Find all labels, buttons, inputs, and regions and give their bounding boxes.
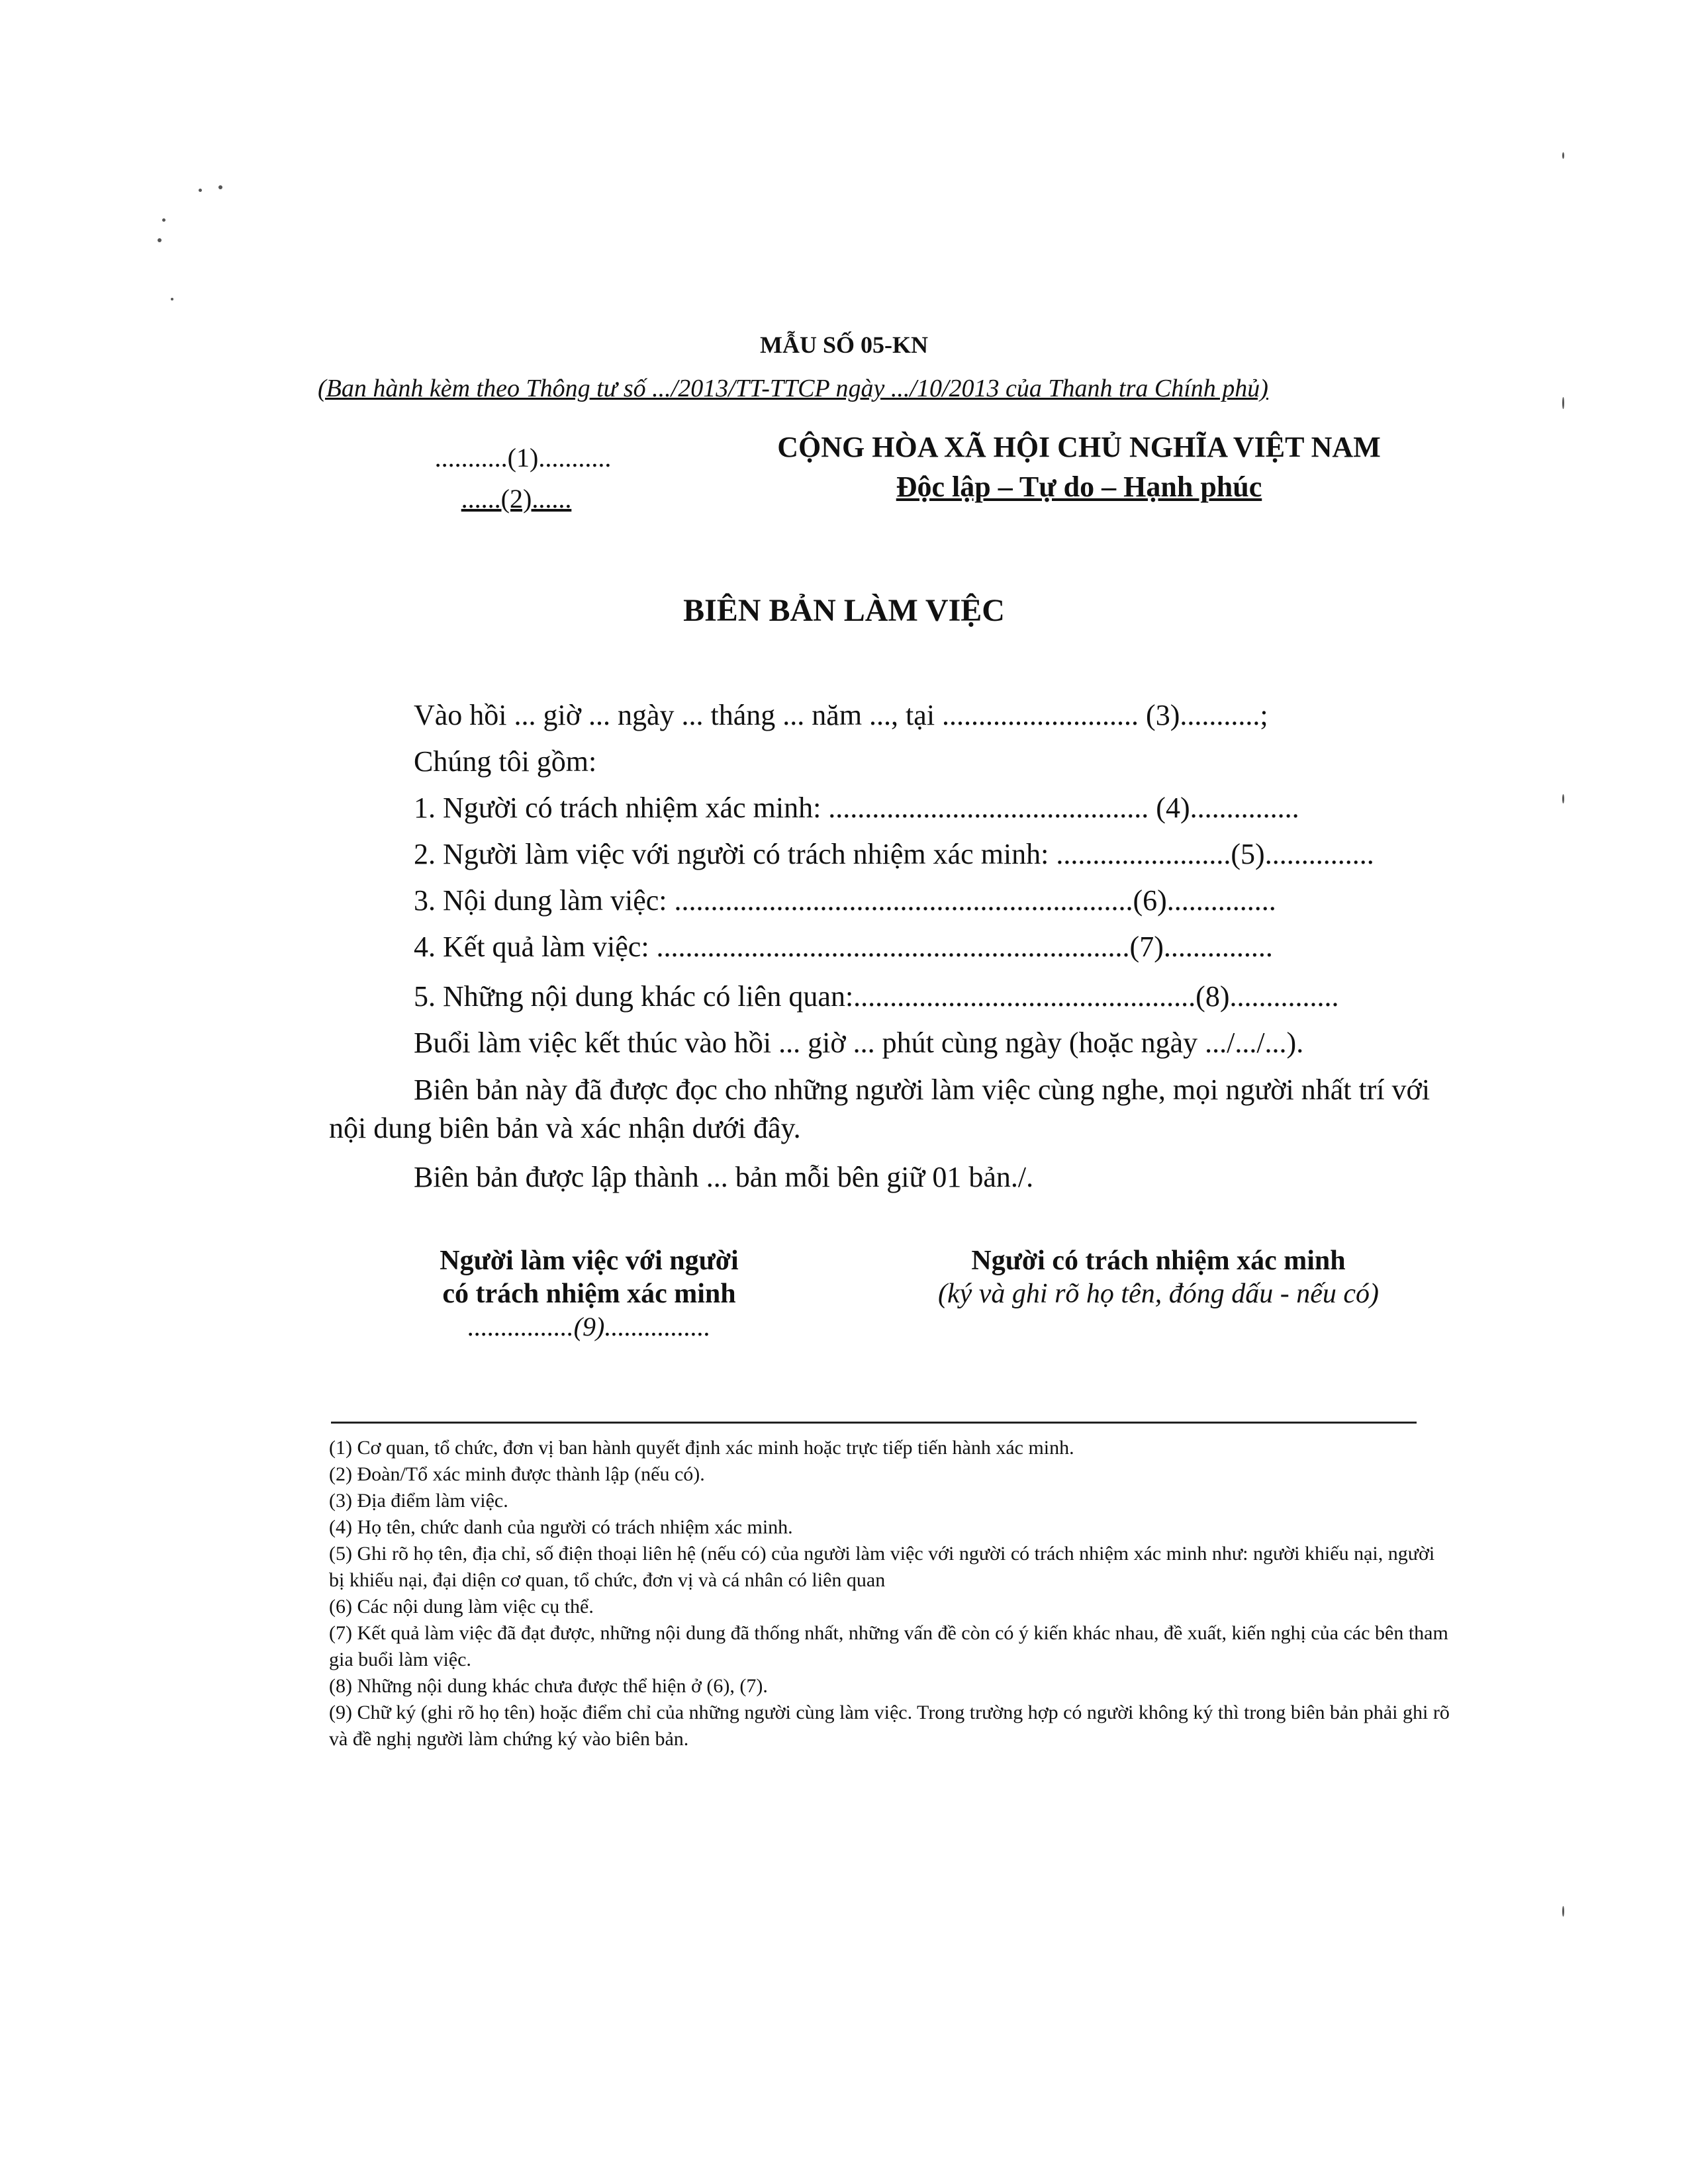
- footnote: (6) Các nội dung làm việc cụ thể.: [329, 1596, 594, 1617]
- list-item: 4. Kết quả làm việc: .................................................................(7)...............: [414, 931, 1273, 963]
- list-item: 2. Người làm việc với người có trách nhiệm xác minh: ........................(5)...............: [414, 838, 1374, 870]
- signature-left-title: [371, 1244, 808, 1310]
- opening-line: Vào hồi ... giờ ... ngày ... tháng ... năm ..., tại ........................... (3)...........;: [414, 699, 1268, 731]
- scan-speck: [199, 189, 202, 192]
- footnote: (1) Cơ quan, tổ chức, đơn vị ban hành quyết định xác minh hoặc trực tiếp tiến hành xác minh.: [329, 1437, 1074, 1459]
- signature-left-title-line1: Người làm việc với người: [440, 1246, 739, 1276]
- scan-speck: [162, 218, 165, 222]
- issuance-note: (Ban hành kèm theo Thông tư số .../2013/TT-TTCP ngày .../10/2013 của Thanh tra Chính phủ): [318, 375, 1268, 402]
- footnote: (3) Địa điểm làm việc.: [329, 1490, 508, 1512]
- national-motto: Độc lập – Tự do – Hạnh phúc: [896, 471, 1262, 503]
- signature-left-placeholder: ................(9)................: [467, 1312, 711, 1342]
- scan-speck: [1562, 794, 1564, 803]
- signature-right-note: (ký và ghi rõ họ tên, đóng dấu - nếu có): [938, 1279, 1379, 1309]
- footnote: (4) Họ tên, chức danh của người có trách nhiệm xác minh.: [329, 1516, 793, 1538]
- signature-left-title-line2: có trách nhiệm xác minh: [442, 1279, 736, 1309]
- copies-statement: Biên bản được lập thành ... bản mỗi bên giữ 01 bản./.: [414, 1161, 1034, 1193]
- footnote: (8) Những nội dung khác chưa được thể hiện ở (6), (7).: [329, 1675, 768, 1697]
- list-item: 3. Nội dung làm việc: ...............................................................(6)...............: [414, 884, 1276, 917]
- scan-speck: [171, 298, 173, 300]
- list-item: 1. Người có trách nhiệm xác minh: ............................................ (4)...............: [414, 792, 1299, 824]
- national-title: CỘNG HÒA XÃ HỘI CHỦ NGHĨA VIỆT NAM: [777, 431, 1381, 463]
- agency-placeholder-1: ...........(1)...........: [434, 443, 612, 473]
- signature-right-title: Người có trách nhiệm xác minh: [971, 1246, 1346, 1276]
- scan-speck: [218, 185, 222, 189]
- scan-speck: [1562, 397, 1564, 409]
- document-title: BIÊN BẢN LÀM VIỆC: [683, 593, 1005, 628]
- members-intro: Chúng tôi gồm:: [414, 745, 597, 778]
- footnote: (7) Kết quả làm việc đã đạt được, những nội dung đã thống nhất, những vấn đề còn có ý kiến khác nhau, đề xuất, kiến nghị của các bên tham gia buổi làm việc.: [329, 1622, 1448, 1670]
- agency-placeholder-2: ......(2)......: [461, 484, 572, 514]
- footnote: (2) Đoàn/Tổ xác minh được thành lập (nếu có).: [329, 1463, 705, 1485]
- footnotes: [329, 1435, 1454, 1752]
- footnote: (9) Chữ ký (ghi rõ họ tên) hoặc điểm chỉ của những người cùng làm việc. Trong trường hợp có người không ký thì trong biên bản phải ghi rõ và đề nghị người làm chứng ký vào biên bản.: [329, 1702, 1450, 1750]
- scan-speck: [1562, 152, 1564, 159]
- list-item: 5. Những nội dung khác có liên quan:...............................................(8)...............: [414, 980, 1339, 1013]
- read-statement: Biên bản này đã được đọc cho những người làm việc cùng nghe, mọi người nhất trí với nội dung biên bản và xác nhận dưới đây.: [329, 1073, 1430, 1144]
- footnote-divider: [331, 1422, 1417, 1424]
- ending-line: Buổi làm việc kết thúc vào hồi ... giờ ... phút cùng ngày (hoặc ngày .../.../...).: [414, 1026, 1304, 1059]
- scan-speck: [158, 238, 162, 242]
- footnote: (5) Ghi rõ họ tên, địa chỉ, số điện thoại liên hệ (nếu có) của người làm việc với người có trách nhiệm xác minh như: người khiếu nại, người bị khiếu nại, đại diện cơ quan, tổ chức, đơn vị và cá nhân có liên quan: [329, 1543, 1435, 1591]
- scan-speck: [1562, 1906, 1564, 1917]
- form-code: MẪU SỐ 05-KN: [760, 332, 928, 358]
